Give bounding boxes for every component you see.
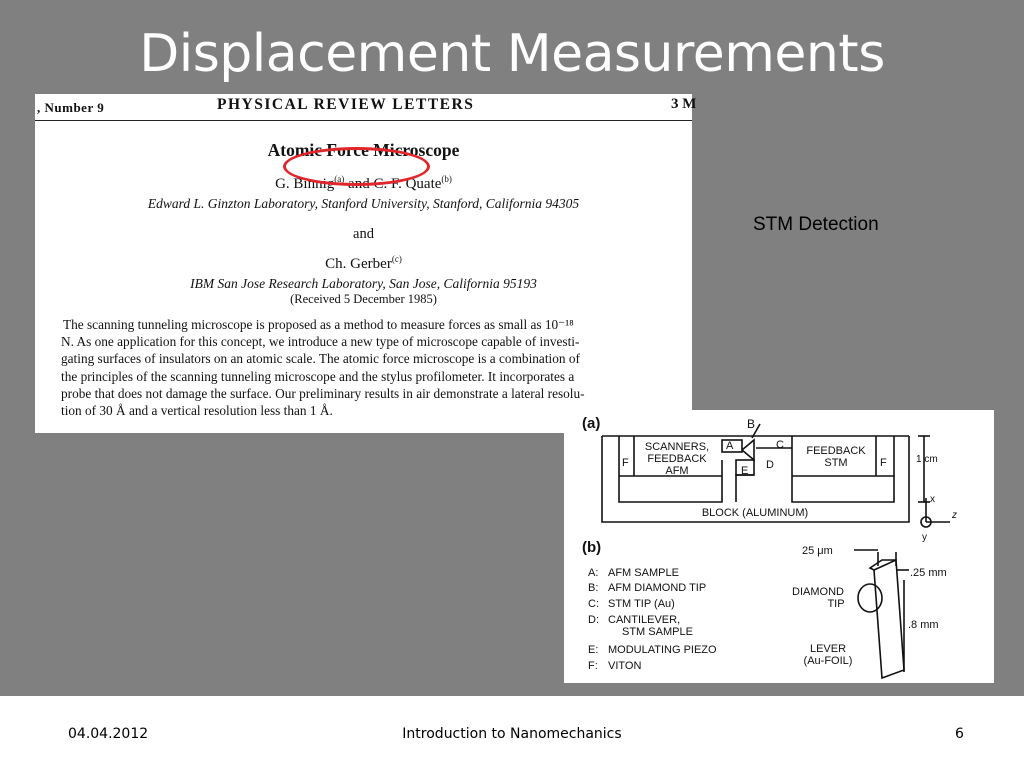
dim-1cm-label: 1 cm — [916, 454, 938, 465]
abstract-line: gating surfaces of insulators on an atomic scale. The atomic force microscope is a combination of — [61, 351, 580, 367]
axis-x-label: x — [930, 494, 935, 505]
author-sup-b: (b) — [441, 174, 452, 184]
lever-label-1: LEVER — [809, 643, 847, 655]
label-c: C — [776, 439, 784, 451]
afm-setup-diagram — [564, 410, 994, 683]
legend-text-e: MODULATING PIEZO — [608, 644, 717, 656]
lever-label-2: (Au-FOIL) — [803, 655, 853, 667]
affiliation-ibm: IBM San Jose Research Laboratory, San Jose, California 95193 — [190, 276, 537, 291]
footer-page-number: 6 — [955, 726, 964, 742]
legend-text-a: AFM SAMPLE — [608, 567, 679, 579]
block-label: BLOCK (ALUMINUM) — [701, 507, 809, 519]
and-separator: and — [353, 226, 374, 242]
diamond-tip-ellipse — [858, 584, 882, 612]
diamond-tip-label-2: TIP — [827, 598, 845, 610]
label-a: A — [726, 440, 734, 452]
scanners-label-2: FEEDBACK — [647, 453, 707, 465]
legend-key-a: A: — [588, 567, 599, 579]
dim-025mm-label: .25 mm — [910, 567, 947, 579]
legend-key-c: C: — [588, 598, 599, 610]
affiliation-stanford: Edward L. Ginzton Laboratory, Stanford University, Stanford, California 94305 — [147, 196, 580, 211]
author-sup-a: (a) — [334, 174, 345, 184]
legend-text-f: VITON — [608, 660, 642, 672]
legend-text-d: CANTILEVER, — [608, 614, 681, 626]
axis-y-label: y — [922, 532, 927, 543]
header-rule — [35, 120, 692, 121]
legend-key-d: D: — [588, 614, 599, 626]
lever-body — [874, 560, 904, 678]
dim-08mm-label: .8 mm — [908, 619, 939, 631]
abstract — [61, 316, 687, 419]
diamond-tip-label-1: DIAMOND — [792, 586, 844, 598]
received-date: (Received 5 December 1985) — [290, 292, 437, 306]
journal-issue-label: , Number 9 — [37, 100, 105, 115]
label-d: D — [766, 459, 774, 471]
footer-date: 04.04.2012 — [68, 726, 149, 742]
abstract-line: probe that does not damage the surface. Our preliminary results in air demonstrate a lateral resolu- — [61, 385, 585, 401]
author-binnig: G. Binnig — [275, 176, 335, 192]
diamond-tip-shape — [742, 440, 754, 460]
author-gerber — [35, 254, 692, 273]
slide-footer — [0, 696, 1024, 768]
abstract-line: the principles of the scanning tunneling microscope and the stylus profilometer. It incorporates a — [61, 368, 575, 384]
paper-excerpt-image — [35, 94, 697, 433]
center-step — [736, 475, 754, 502]
legend-text-c: STM TIP (Au) — [608, 598, 675, 610]
footer-course-title: Introduction to Nanomechanics — [402, 726, 622, 742]
stm-detection-label: STM Detection — [753, 214, 879, 235]
legend-key-f: F: — [588, 660, 598, 672]
label-f-left: F — [622, 457, 629, 469]
legend-text-b: AFM DIAMOND TIP — [608, 582, 707, 594]
abstract-line: N. As one application for this concept, we introduce a new type of microscope capable of investi- — [61, 334, 580, 350]
abstract-line: The scanning tunneling microscope is proposed as a method to measure forces as small as 10⁻¹⁸ — [63, 317, 574, 332]
axis-z-label: z — [952, 510, 957, 521]
panel-b-label: (b) — [582, 539, 602, 556]
dim-25um-label: 25 μm — [802, 545, 833, 557]
highlight-ellipse — [283, 147, 430, 186]
legend-key-b: B: — [588, 582, 599, 594]
label-b: B — [747, 417, 756, 431]
panel-a-label: (a) — [582, 415, 601, 432]
feedback-stm-label-2: STM — [824, 457, 848, 469]
journal-date-fragment: 3 M — [671, 96, 697, 112]
author-sup-c: (c) — [391, 254, 402, 264]
legend-text-d2: STM SAMPLE — [622, 626, 693, 638]
journal-name: PHYSICAL REVIEW LETTERS — [217, 96, 475, 113]
abstract-line: tion of 30 Å and a vertical resolution less than 1 Å. — [61, 403, 333, 419]
legend-key-e: E: — [588, 644, 599, 656]
label-e: E — [741, 465, 749, 477]
scanners-label-3: AFM — [665, 465, 689, 477]
slide-title: Displacement Measurements — [139, 24, 885, 84]
author-gerber-name: Ch. Gerber — [325, 256, 392, 272]
diagram-svg — [564, 410, 994, 683]
feedback-stm-label-1: FEEDBACK — [806, 445, 866, 457]
article-title: Atomic Force Microscope — [267, 140, 460, 160]
label-f-right: F — [880, 457, 887, 469]
scanners-label-1: SCANNERS, — [644, 441, 710, 453]
author-quate: and C. F. Quate — [344, 176, 442, 192]
